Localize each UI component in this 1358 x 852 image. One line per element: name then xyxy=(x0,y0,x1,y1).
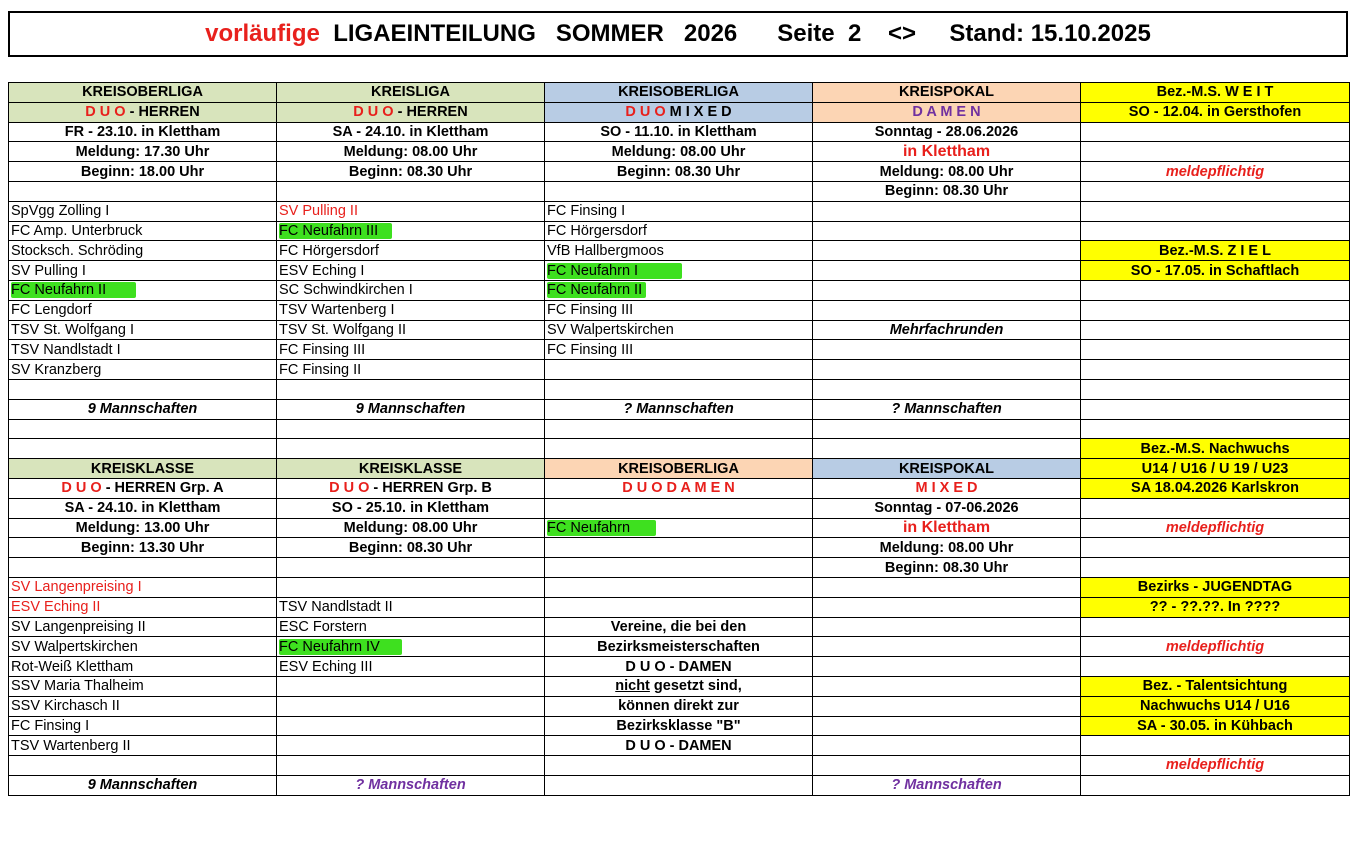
bottom-col2-count: ? Mannschaften xyxy=(277,775,545,795)
empty-cell xyxy=(1081,379,1350,399)
top-col3-beginn: Beginn: 08.30 Uhr xyxy=(545,162,813,182)
empty-cell xyxy=(813,280,1081,300)
empty-cell xyxy=(1081,142,1350,162)
empty-cell xyxy=(277,577,545,597)
bottom-col2-beginn: Beginn: 08.30 Uhr xyxy=(277,538,545,558)
top-col2-sub xyxy=(277,102,545,122)
duo-label: D U O xyxy=(625,104,666,121)
top-col1-count: 9 Mannschaften xyxy=(9,399,277,419)
empty-cell xyxy=(277,756,545,776)
team-cell: TSV Wartenberg I xyxy=(277,300,545,320)
team-cell: SV Walpertskirchen xyxy=(545,320,813,340)
ziel-title: Bez.-M.S. Z I E L xyxy=(1081,241,1350,261)
empty-cell xyxy=(1081,300,1350,320)
team-cell: TSV St. Wolfgang II xyxy=(277,320,545,340)
sub-label: - HERREN xyxy=(393,104,468,121)
sub-label: - HERREN xyxy=(125,104,200,121)
talent-date: SA - 30.05. in Kühbach xyxy=(1081,716,1350,736)
empty-cell xyxy=(545,498,813,518)
bottom-col2-sub xyxy=(277,478,545,498)
duo-label: D U O xyxy=(353,104,394,121)
sub-label: - HERREN Grp. B xyxy=(369,480,492,497)
top-col4-beginn: Beginn: 08.30 Uhr xyxy=(813,181,1081,201)
empty-cell xyxy=(9,419,277,439)
jugendtag-date: ?? - ??.??. In ???? xyxy=(1081,597,1350,617)
empty-cell xyxy=(9,558,277,578)
empty-cell xyxy=(1081,399,1350,419)
empty-cell xyxy=(9,439,277,459)
empty-cell xyxy=(813,379,1081,399)
bottom-col4-meldung: Meldung: 08.00 Uhr xyxy=(813,538,1081,558)
empty-cell xyxy=(277,181,545,201)
empty-cell xyxy=(813,597,1081,617)
top-col3-date: SO - 11.10. in Klettham xyxy=(545,122,813,142)
duo-label: D U O xyxy=(329,480,370,497)
top-col4-date: Sonntag - 28.06.2026 xyxy=(813,122,1081,142)
team-cell: Rot-Weiß Klettham xyxy=(9,657,277,677)
header-stand: Stand: 15.10.2025 xyxy=(949,20,1151,47)
empty-cell xyxy=(813,657,1081,677)
bottom-col1-title: KREISKLASSE xyxy=(9,459,277,479)
team-cell: FC Finsing III xyxy=(277,340,545,360)
weit-title: Bez.-M.S. W E I T xyxy=(1081,83,1350,103)
team-cell: TSV St. Wolfgang I xyxy=(9,320,277,340)
team-cell: FC Hörgersdorf xyxy=(277,241,545,261)
empty-cell xyxy=(813,617,1081,637)
empty-cell xyxy=(1081,498,1350,518)
sub-label: M I X E D xyxy=(665,104,732,121)
top-col3-title: KREISOBERLIGA xyxy=(545,83,813,103)
top-col3-meldung: Meldung: 08.00 Uhr xyxy=(545,142,813,162)
highlighted-team: FC Neufahrn II xyxy=(11,282,136,298)
top-col1-meldung: Meldung: 17.30 Uhr xyxy=(9,142,277,162)
team-cell: Stocksch. Schröding xyxy=(9,241,277,261)
top-col3-count: ? Mannschaften xyxy=(545,399,813,419)
team-cell xyxy=(9,280,277,300)
team-cell xyxy=(545,280,813,300)
empty-cell xyxy=(1081,221,1350,241)
empty-cell xyxy=(545,360,813,380)
league-table xyxy=(8,82,1350,796)
top-col4-meldung: Meldung: 08.00 Uhr xyxy=(813,162,1081,182)
empty-cell xyxy=(277,736,545,756)
empty-cell xyxy=(813,439,1081,459)
empty-cell xyxy=(1081,419,1350,439)
empty-cell xyxy=(813,419,1081,439)
top-col1-date: FR - 23.10. in Klettham xyxy=(9,122,277,142)
bottom-col4-beginn: Beginn: 08.30 Uhr xyxy=(813,558,1081,578)
team-cell: FC Finsing I xyxy=(9,716,277,736)
bottom-col2-title: KREISKLASSE xyxy=(277,459,545,479)
top-col2-count: 9 Mannschaften xyxy=(277,399,545,419)
top-col2-meldung: Meldung: 08.00 Uhr xyxy=(277,142,545,162)
empty-cell xyxy=(813,696,1081,716)
note-text: gesetzt sind, xyxy=(649,678,742,695)
empty-cell xyxy=(813,577,1081,597)
empty-cell xyxy=(1081,736,1350,756)
team-cell: ESV Eching I xyxy=(277,261,545,281)
weit-date: SO - 12.04. in Gersthofen xyxy=(1081,102,1350,122)
top-col1-sub xyxy=(9,102,277,122)
top-col2-title: KREISLIGA xyxy=(277,83,545,103)
empty-cell xyxy=(545,439,813,459)
bottom-col2-meldung: Meldung: 08.00 Uhr xyxy=(277,518,545,538)
highlighted-team: FC Neufahrn IV xyxy=(279,639,402,655)
header-page: Seite 2 xyxy=(777,20,862,47)
empty-cell xyxy=(813,221,1081,241)
empty-cell xyxy=(277,716,545,736)
empty-cell xyxy=(545,419,813,439)
empty-cell xyxy=(1081,538,1350,558)
top-col2-beginn: Beginn: 08.30 Uhr xyxy=(277,162,545,182)
bottom-col4-sub: M I X E D xyxy=(813,478,1081,498)
team-cell: SC Schwindkirchen I xyxy=(277,280,545,300)
note-line: können direkt zur xyxy=(545,696,813,716)
team-cell: SSV Maria Thalheim xyxy=(9,676,277,696)
note-line: Bezirksklasse "B" xyxy=(545,716,813,736)
empty-cell xyxy=(277,696,545,716)
nachwuchs-date: SA 18.04.2026 Karlskron xyxy=(1081,478,1350,498)
highlighted-team: FC Neufahrn III xyxy=(279,223,392,239)
bottom-col1-meldung: Meldung: 13.00 Uhr xyxy=(9,518,277,538)
empty-cell xyxy=(1081,558,1350,578)
empty-cell xyxy=(813,716,1081,736)
highlighted-team: FC Neufahrn xyxy=(547,520,656,536)
empty-cell xyxy=(813,241,1081,261)
team-cell: TSV Nandlstadt II xyxy=(277,597,545,617)
empty-cell xyxy=(277,439,545,459)
jugendtag-meldepflichtig: meldepflichtig xyxy=(1081,637,1350,657)
team-cell: SV Pulling I xyxy=(9,261,277,281)
bottom-col4-date: Sonntag - 07-06.2026 xyxy=(813,498,1081,518)
empty-cell xyxy=(1081,320,1350,340)
empty-cell xyxy=(1081,340,1350,360)
empty-cell xyxy=(9,181,277,201)
empty-cell xyxy=(277,379,545,399)
sub-label: - HERREN Grp. A xyxy=(101,480,224,497)
empty-cell xyxy=(545,538,813,558)
bottom-col1-sub xyxy=(9,478,277,498)
empty-cell xyxy=(813,637,1081,657)
team-cell xyxy=(277,637,545,657)
empty-cell xyxy=(1081,657,1350,677)
note-line: Vereine, die bei den xyxy=(545,617,813,637)
empty-cell xyxy=(9,756,277,776)
empty-cell xyxy=(1081,360,1350,380)
bottom-col3-sub: D U O D A M E N xyxy=(545,478,813,498)
team-cell: TSV Wartenberg II xyxy=(9,736,277,756)
team-cell: ESV Eching III xyxy=(277,657,545,677)
empty-cell xyxy=(545,775,813,795)
empty-cell xyxy=(1081,122,1350,142)
highlighted-team: FC Neufahrn II xyxy=(547,282,646,298)
duo-label: D U O xyxy=(85,104,126,121)
empty-cell xyxy=(1081,617,1350,637)
note-line: D U O - DAMEN xyxy=(545,657,813,677)
top-col1-beginn: Beginn: 18.00 Uhr xyxy=(9,162,277,182)
team-cell: TSV Nandlstadt I xyxy=(9,340,277,360)
empty-cell xyxy=(1081,181,1350,201)
team-cell: VfB Hallbergmoos xyxy=(545,241,813,261)
empty-cell xyxy=(1081,280,1350,300)
bottom-col4-count: ? Mannschaften xyxy=(813,775,1081,795)
nachwuchs-meldepflichtig: meldepflichtig xyxy=(1081,518,1350,538)
jugendtag-title: Bezirks - JUGENDTAG xyxy=(1081,577,1350,597)
top-col4-count: ? Mannschaften xyxy=(813,399,1081,419)
note-underlined: nicht xyxy=(615,678,650,695)
team-cell xyxy=(545,518,813,538)
empty-cell xyxy=(545,181,813,201)
team-cell: SV Pulling II xyxy=(277,201,545,221)
empty-cell xyxy=(545,756,813,776)
talent-ages: Nachwuchs U14 / U16 xyxy=(1081,696,1350,716)
bottom-col1-date: SA - 24.10. in Klettham xyxy=(9,498,277,518)
top-col1-title: KREISOBERLIGA xyxy=(9,83,277,103)
ziel-date: SO - 17.05. in Schaftlach xyxy=(1081,261,1350,281)
empty-cell xyxy=(1081,775,1350,795)
nachwuchs-title: Bez.-M.S. Nachwuchs xyxy=(1081,439,1350,459)
nachwuchs-ages: U14 / U16 / U 19 / U23 xyxy=(1081,459,1350,479)
empty-cell xyxy=(813,736,1081,756)
empty-cell xyxy=(545,597,813,617)
team-cell: FC Finsing III xyxy=(545,340,813,360)
team-cell: ESC Forstern xyxy=(277,617,545,637)
header-title: LIGAEINTEILUNG SOMMER 2026 xyxy=(333,20,738,47)
empty-cell xyxy=(545,577,813,597)
team-cell: SV Walpertskirchen xyxy=(9,637,277,657)
empty-cell xyxy=(813,300,1081,320)
empty-cell xyxy=(9,379,277,399)
team-cell: FC Finsing II xyxy=(277,360,545,380)
talent-meldepflichtig: meldepflichtig xyxy=(1081,756,1350,776)
mehrfachrunden: Mehrfachrunden xyxy=(813,320,1081,340)
top-col4-sub: D A M E N xyxy=(813,102,1081,122)
bottom-col2-date: SO - 25.10. in Klettham xyxy=(277,498,545,518)
talent-title: Bez. - Talentsichtung xyxy=(1081,676,1350,696)
weit-meldepflichtig: meldepflichtig xyxy=(1081,162,1350,182)
team-cell: SV Kranzberg xyxy=(9,360,277,380)
page-header xyxy=(8,11,1348,57)
team-cell: ESV Eching II xyxy=(9,597,277,617)
empty-cell xyxy=(1081,201,1350,221)
empty-cell xyxy=(813,756,1081,776)
empty-cell xyxy=(277,419,545,439)
team-cell: FC Finsing III xyxy=(545,300,813,320)
empty-cell xyxy=(545,558,813,578)
empty-cell xyxy=(813,340,1081,360)
top-col4-title: KREISPOKAL xyxy=(813,83,1081,103)
team-cell xyxy=(545,261,813,281)
bottom-col3-title: KREISOBERLIGA xyxy=(545,459,813,479)
highlighted-team: FC Neufahrn I xyxy=(547,263,682,279)
team-cell: FC Finsing I xyxy=(545,201,813,221)
duo-label: D U O xyxy=(61,480,102,497)
team-cell: FC Lengdorf xyxy=(9,300,277,320)
note-line: Bezirksmeisterschaften xyxy=(545,637,813,657)
empty-cell xyxy=(813,676,1081,696)
empty-cell xyxy=(813,201,1081,221)
note-line: D U O - DAMEN xyxy=(545,736,813,756)
team-cell: SV Langenpreising II xyxy=(9,617,277,637)
team-cell: SSV Kirchasch II xyxy=(9,696,277,716)
top-col3-sub xyxy=(545,102,813,122)
header-prefix: vorläufige xyxy=(205,20,320,47)
empty-cell xyxy=(545,379,813,399)
empty-cell xyxy=(813,360,1081,380)
empty-cell xyxy=(277,558,545,578)
empty-cell xyxy=(813,261,1081,281)
bottom-col4-place: in Klettham xyxy=(813,518,1081,538)
team-cell: FC Amp. Unterbruck xyxy=(9,221,277,241)
team-cell: FC Hörgersdorf xyxy=(545,221,813,241)
note-line xyxy=(545,676,813,696)
top-col4-place: in Klettham xyxy=(813,142,1081,162)
empty-cell xyxy=(277,676,545,696)
bottom-col1-count: 9 Mannschaften xyxy=(9,775,277,795)
bottom-col4-title: KREISPOKAL xyxy=(813,459,1081,479)
header-arrows: <> xyxy=(888,20,917,47)
top-col2-date: SA - 24.10. in Klettham xyxy=(277,122,545,142)
team-cell xyxy=(277,221,545,241)
team-cell: SpVgg Zolling I xyxy=(9,201,277,221)
team-cell: SV Langenpreising I xyxy=(9,577,277,597)
bottom-col1-beginn: Beginn: 13.30 Uhr xyxy=(9,538,277,558)
